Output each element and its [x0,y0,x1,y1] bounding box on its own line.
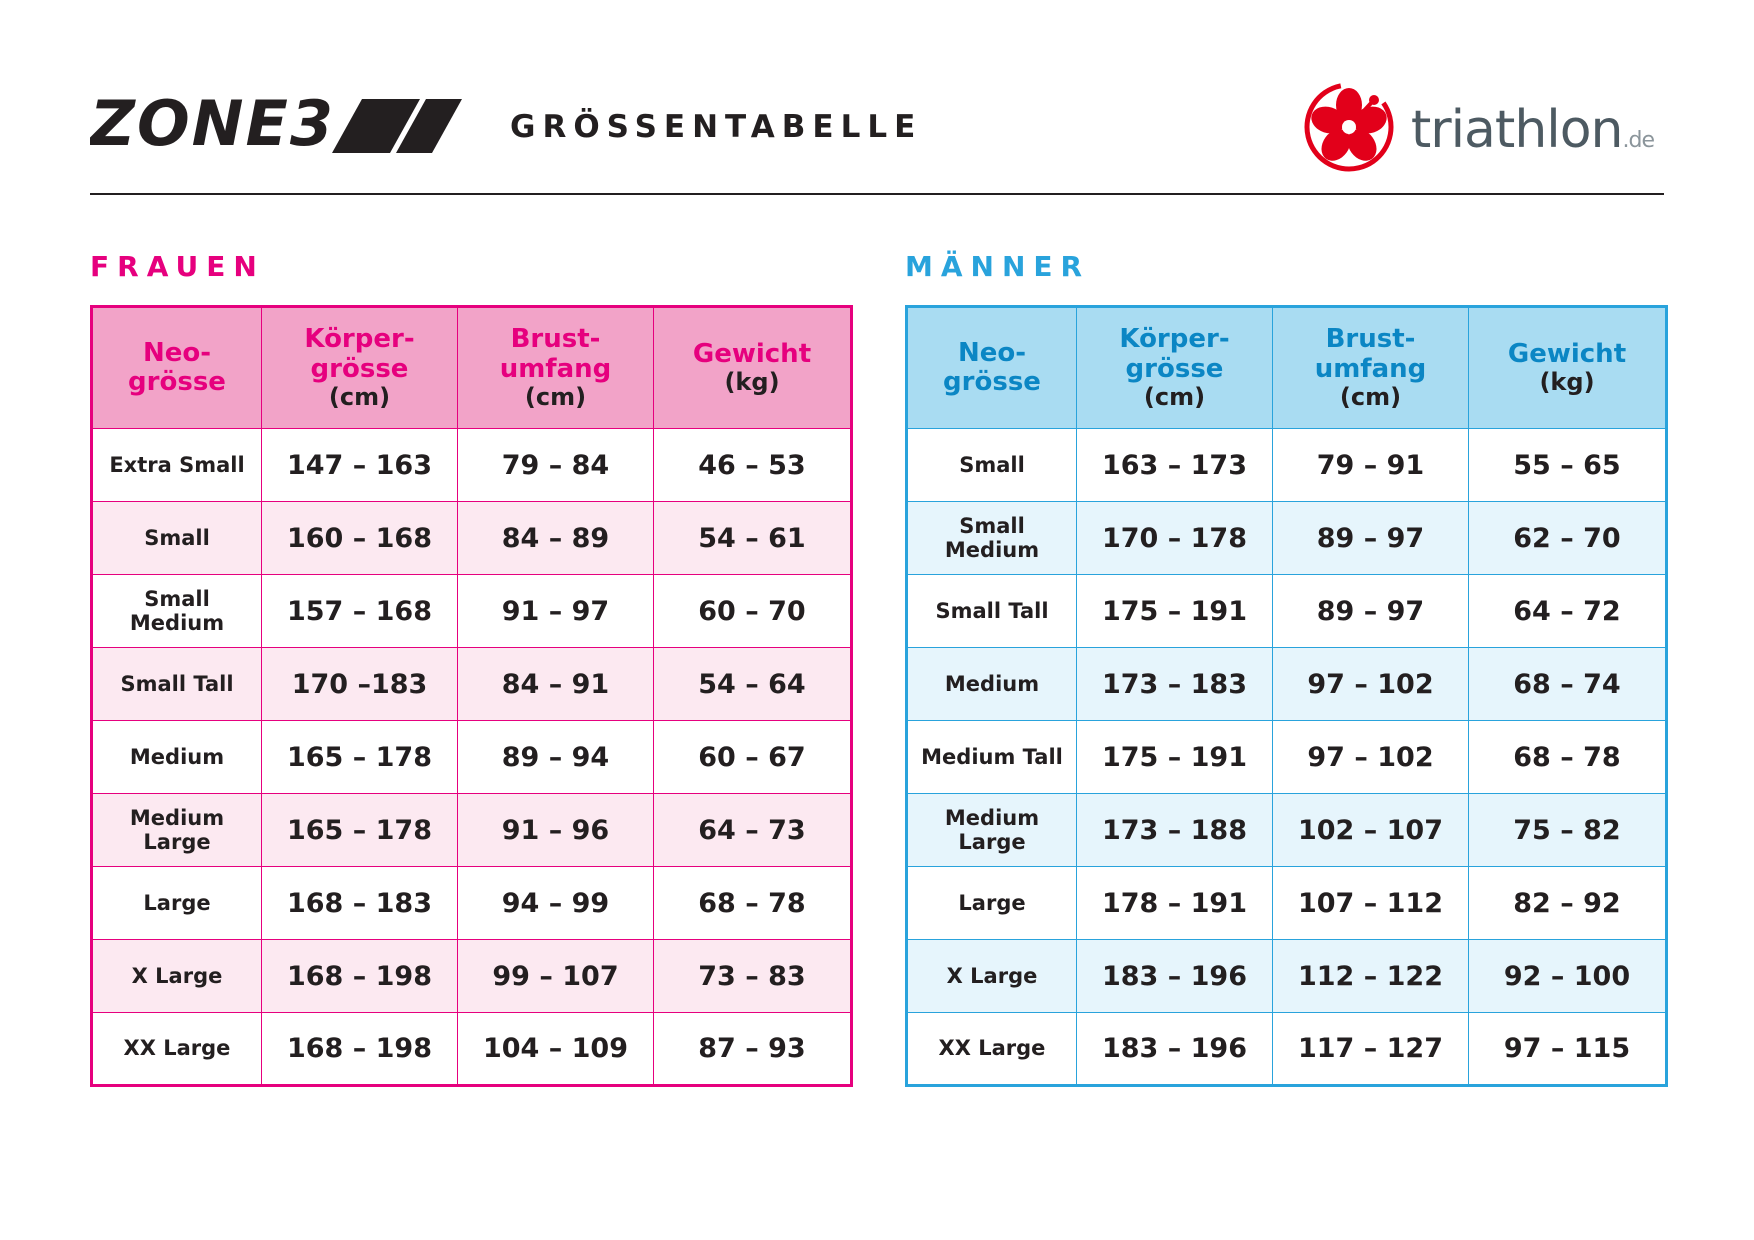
women-row-0-chest: 79 – 84 [458,429,654,502]
women-row-8-height: 168 – 198 [262,1013,458,1086]
brand-wordmark [1411,100,1654,160]
men-row-0-weight: 55 – 65 [1469,429,1667,502]
table-row [907,575,1667,648]
women-row-7-size: X Large [92,940,262,1013]
svg-text:ZONE3: ZONE3 [90,90,336,160]
page-header [90,60,1664,195]
men-row-3-size: Medium [907,648,1077,721]
men-table-header-row [907,307,1667,429]
women-row-4-size: Medium [92,721,262,794]
men-row-4-weight: 68 – 78 [1469,721,1667,794]
women-row-2-chest: 91 – 97 [458,575,654,648]
men-row-6-height: 178 – 191 [1077,867,1273,940]
men-row-8-weight: 97 – 115 [1469,1013,1667,1086]
table-row [92,1013,852,1086]
men-col-header-chest-line2: umfang [1314,353,1427,384]
women-row-3-chest: 84 – 91 [458,648,654,721]
men-row-7-height: 183 – 196 [1077,940,1273,1013]
women-row-6-weight: 68 – 78 [654,867,852,940]
women-row-4-height: 165 – 178 [262,721,458,794]
brand-name: triathlon [1410,99,1623,160]
table-row [907,940,1667,1013]
women-col-header-weight-unit: (kg) [724,368,780,397]
women-section-title: FRAUEN [90,250,265,283]
table-row [92,429,852,502]
men-col-header-weight-unit: (kg) [1539,368,1595,397]
men-row-7-weight: 92 – 100 [1469,940,1667,1013]
zone3-logo [90,92,480,162]
men-row-2-height: 175 – 191 [1077,575,1273,648]
women-row-7-height: 168 – 198 [262,940,458,1013]
men-row-4-chest: 97 – 102 [1273,721,1469,794]
women-row-5-size: Medium Large [92,794,262,867]
women-row-7-weight: 73 – 83 [654,940,852,1013]
men-col-header-size [907,307,1077,429]
men-col-header-chest [1273,307,1469,429]
women-col-header-size [92,307,262,429]
men-row-6-weight: 82 – 92 [1469,867,1667,940]
women-row-0-weight: 46 – 53 [654,429,852,502]
women-row-3-height: 170 –183 [262,648,458,721]
men-col-header-height-line1: Körper- [1119,324,1230,355]
men-row-8-chest: 117 – 127 [1273,1013,1469,1086]
men-row-8-height: 183 – 196 [1077,1013,1273,1086]
women-col-header-chest-line2: umfang [499,353,612,384]
women-col-header-height-line1: Körper- [304,324,415,355]
table-row [907,721,1667,794]
men-row-3-weight: 68 – 74 [1469,648,1667,721]
men-row-1-height: 170 – 178 [1077,502,1273,575]
women-col-header-chest-line1: Brust- [510,324,601,355]
women-row-2-size: Small Medium [92,575,262,648]
women-row-5-chest: 91 – 96 [458,794,654,867]
women-row-4-weight: 60 – 67 [654,721,852,794]
women-row-8-chest: 104 – 109 [458,1013,654,1086]
men-row-5-height: 173 – 188 [1077,794,1273,867]
men-row-6-chest: 107 – 112 [1273,867,1469,940]
men-row-0-chest: 79 – 91 [1273,429,1469,502]
men-col-header-chest-unit: (cm) [1339,382,1402,411]
women-table-header-row [92,307,852,429]
men-row-4-size: Medium Tall [907,721,1077,794]
men-row-4-height: 175 – 191 [1077,721,1273,794]
women-row-1-weight: 54 – 61 [654,502,852,575]
table-row [92,648,852,721]
table-row [907,502,1667,575]
men-row-7-size: X Large [907,940,1077,1013]
men-col-header-weight-line1: Gewicht [1507,339,1627,369]
women-row-0-size: Extra Small [92,429,262,502]
men-row-1-size: Small Medium [907,502,1077,575]
men-col-header-chest-line1: Brust- [1325,324,1416,355]
women-col-header-weight-line1: Gewicht [692,339,812,369]
women-row-2-weight: 60 – 70 [654,575,852,648]
women-row-6-height: 168 – 183 [262,867,458,940]
men-row-3-height: 173 – 183 [1077,648,1273,721]
women-row-3-size: Small Tall [92,648,262,721]
table-row [92,575,852,648]
women-row-1-chest: 84 – 89 [458,502,654,575]
men-row-5-weight: 75 – 82 [1469,794,1667,867]
men-row-0-size: Small [907,429,1077,502]
women-col-header-chest [458,307,654,429]
table-row [907,429,1667,502]
table-row [92,721,852,794]
men-row-5-size: Medium Large [907,794,1077,867]
women-row-7-chest: 99 – 107 [458,940,654,1013]
men-row-5-chest: 102 – 107 [1273,794,1469,867]
women-row-0-height: 147 – 163 [262,429,458,502]
page-title: GRÖSSENTABELLE [510,108,923,145]
men-col-header-height-line2: grösse [1125,353,1224,384]
table-row [907,867,1667,940]
men-col-header-size-label: Neo-grösse [943,337,1041,397]
women-row-2-height: 157 – 168 [262,575,458,648]
hibiscus-flower-icon [1303,81,1395,173]
women-col-header-height-line2: grösse [310,353,409,384]
men-row-6-size: Large [907,867,1077,940]
table-row [92,940,852,1013]
men-row-8-size: XX Large [907,1013,1077,1086]
men-row-1-chest: 89 – 97 [1273,502,1469,575]
women-col-header-height-unit: (cm) [328,382,391,411]
men-row-0-height: 163 – 173 [1077,429,1273,502]
triathlon-de-brand [1303,81,1664,173]
women-row-6-size: Large [92,867,262,940]
women-row-3-weight: 54 – 64 [654,648,852,721]
women-row-8-weight: 87 – 93 [654,1013,852,1086]
brand-tld: .de [1622,127,1654,153]
table-row [92,867,852,940]
table-row [92,502,852,575]
women-section [90,250,850,1087]
women-row-5-height: 165 – 178 [262,794,458,867]
women-size-table [90,305,853,1087]
men-section-title: MÄNNER [905,250,1091,283]
table-row [92,794,852,867]
table-row [907,648,1667,721]
table-row [907,1013,1667,1086]
men-col-header-height [1077,307,1273,429]
men-col-header-weight [1469,307,1667,429]
table-row [907,794,1667,867]
women-col-header-size-label: Neo-grösse [128,337,226,397]
women-row-1-size: Small [92,502,262,575]
women-col-header-chest-unit: (cm) [524,382,587,411]
men-row-2-weight: 64 – 72 [1469,575,1667,648]
women-row-6-chest: 94 – 99 [458,867,654,940]
men-row-7-chest: 112 – 122 [1273,940,1469,1013]
women-col-header-height [262,307,458,429]
women-col-header-weight [654,307,852,429]
men-col-header-height-unit: (cm) [1143,382,1206,411]
men-row-3-chest: 97 – 102 [1273,648,1469,721]
men-section [905,250,1665,1087]
women-row-8-size: XX Large [92,1013,262,1086]
men-size-table [905,305,1668,1087]
men-row-2-chest: 89 – 97 [1273,575,1469,648]
women-row-1-height: 160 – 168 [262,502,458,575]
men-row-2-size: Small Tall [907,575,1077,648]
women-row-4-chest: 89 – 94 [458,721,654,794]
women-row-5-weight: 64 – 73 [654,794,852,867]
men-row-1-weight: 62 – 70 [1469,502,1667,575]
